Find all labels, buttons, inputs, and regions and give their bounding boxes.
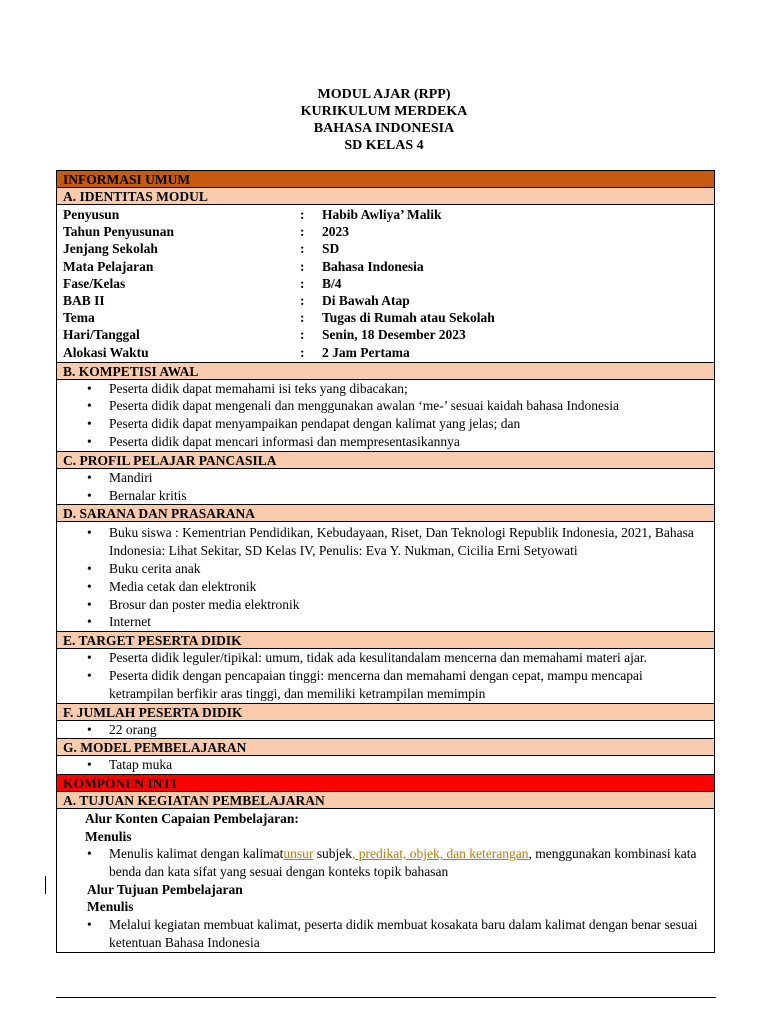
kompetensi-list bbox=[57, 380, 714, 452]
list-item bbox=[57, 845, 714, 881]
unsur-text: unsur bbox=[283, 846, 314, 862]
list-item: • Bernalar kritis bbox=[57, 487, 714, 505]
identitas-value: Tugas di Rumah atau Sekolah bbox=[322, 310, 495, 326]
predikat-text: , predikat, objek, dan keterangan bbox=[351, 846, 529, 862]
identitas-row bbox=[57, 326, 714, 343]
list-item: • Brosur dan poster media elektronik bbox=[57, 596, 714, 614]
identitas-colon: : bbox=[300, 344, 305, 360]
identitas-row bbox=[57, 275, 714, 292]
section-kompetensi-awal: B. KOMPETISI AWAL bbox=[57, 363, 714, 380]
alur-tujuan-heading: Alur Tujuan Pembelajaran bbox=[87, 881, 243, 897]
section-tujuan-kegiatan: A. TUJUAN KEGIATAN PEMBELAJARAN bbox=[57, 792, 714, 809]
identitas-value: Di Bawah Atap bbox=[322, 292, 410, 308]
identitas-key: Penyusun bbox=[63, 207, 120, 222]
doc-title-line-2: KURIKULUM MERDEKA bbox=[300, 104, 468, 119]
identitas-key: Alokasi Waktu bbox=[63, 344, 149, 360]
identitas-value: SD bbox=[322, 241, 340, 257]
identitas-value: 2023 bbox=[322, 224, 349, 240]
identitas-colon: : bbox=[300, 224, 305, 240]
list-item: • Melalui kegiatan membuat kalimat, peserta didik membuat kosakata baru dalam kalimat dengan benar sesuai ketentuan Bahasa Indonesia bbox=[57, 916, 714, 952]
identitas-key: Hari/Tanggal bbox=[63, 327, 140, 343]
identitas-value: Senin, 18 Desember 2023 bbox=[322, 327, 466, 343]
list-item: • Buku siswa : Kementrian Pendidikan, Kebudayaan, Riset, Dan Teknologi Republik Indonesia, 2021, Bahasa Indonesia: Lihat Sekitar, SD Kelas IV, Penulis: Eva Y. Nukman, Cicilia Erni Setyowati bbox=[57, 524, 714, 560]
identitas-value: Habib Awliya’ Malik bbox=[322, 207, 442, 222]
item-text-rest: , menggunakan kombinasi kata benda dan kata sifat yang sesuai dengan konteks topik bahasan bbox=[109, 846, 697, 880]
identitas-colon: : bbox=[300, 327, 305, 343]
identitas-key: Tahun Penyusunan bbox=[63, 224, 174, 240]
list-item: • Peserta didik dapat mengenali dan menggunakan awalan ‘me-’ sesuai kaidah bahasa Indonesia bbox=[57, 397, 714, 415]
section-identitas-modul: A. IDENTITAS MODUL bbox=[57, 188, 714, 205]
list-item: • Tatap muka bbox=[57, 756, 714, 774]
jumlah-list bbox=[57, 721, 714, 740]
doc-title-line-1: MODUL AJAR (RPP) bbox=[317, 87, 451, 102]
menulis-heading: Menulis bbox=[85, 828, 132, 844]
list-item: • Media cetak dan elektronik bbox=[57, 578, 714, 596]
identitas-colon: : bbox=[300, 258, 305, 274]
section-jumlah-peserta: F. JUMLAH PESERTA DIDIK bbox=[57, 704, 714, 721]
identitas-row bbox=[57, 206, 714, 223]
list-item: • Peserta didik leguler/tipikal: umum, tidak ada kesulitandalam mencerna dan memahami materi ajar. bbox=[57, 649, 714, 667]
menulis-heading-2: Menulis bbox=[87, 899, 134, 915]
section-informasi-umum: INFORMASI UMUM bbox=[57, 171, 714, 188]
section-komponen-inti: KOMPONEN INTI bbox=[57, 775, 714, 792]
section-model-pembelajaran: G. MODEL PEMBELAJARAN bbox=[57, 739, 714, 756]
identitas-row bbox=[57, 240, 714, 257]
identitas-colon: : bbox=[300, 310, 305, 326]
list-item: • 22 orang bbox=[57, 721, 714, 739]
identitas-row bbox=[57, 309, 714, 326]
sarana-list bbox=[57, 522, 714, 632]
list-item: • Peserta didik dapat mencari informasi dan mempresentasikannya bbox=[57, 433, 714, 451]
footer-divider bbox=[56, 997, 716, 998]
identitas-key: Mata Pelajaran bbox=[63, 258, 154, 274]
identitas-value: B/4 bbox=[322, 275, 342, 291]
section-target-peserta: E. TARGET PESERTA DIDIK bbox=[57, 632, 714, 649]
item-text: Menulis kalimat dengan kalimat bbox=[109, 846, 284, 862]
identitas-colon: : bbox=[300, 241, 305, 257]
identitas-colon: : bbox=[300, 292, 305, 308]
module-table bbox=[56, 170, 715, 953]
identitas-key: Tema bbox=[63, 310, 95, 326]
text-cursor bbox=[45, 876, 46, 894]
profil-list bbox=[57, 469, 714, 506]
identitas-row bbox=[57, 223, 714, 240]
identitas-key: Fase/Kelas bbox=[63, 275, 126, 291]
identitas-colon: : bbox=[300, 275, 305, 291]
target-list bbox=[57, 649, 714, 703]
tujuan-content bbox=[57, 809, 714, 952]
section-sarana-prasarana: D. SARANA DAN PRASARANA bbox=[57, 505, 714, 522]
identitas-key: BAB II bbox=[63, 292, 105, 308]
identitas-key: Jenjang Sekolah bbox=[63, 241, 158, 257]
identitas-table bbox=[57, 205, 714, 363]
model-list bbox=[57, 756, 714, 775]
list-item: • Mandiri bbox=[57, 469, 714, 487]
identitas-row bbox=[57, 258, 714, 275]
identitas-row bbox=[57, 292, 714, 309]
identitas-colon: : bbox=[300, 207, 305, 222]
doc-title-line-4: SD KELAS 4 bbox=[344, 138, 424, 153]
alur-konten-heading: Alur Konten Capaian Pembelajaran: bbox=[85, 811, 299, 827]
list-item: • Internet bbox=[57, 613, 714, 631]
doc-title-line-3: BAHASA INDONESIA bbox=[313, 121, 455, 136]
section-profil-pelajar: C. PROFIL PELAJAR PANCASILA bbox=[57, 452, 714, 469]
identitas-row bbox=[57, 344, 714, 361]
subjek-text: subjek bbox=[313, 846, 352, 862]
identitas-value: 2 Jam Pertama bbox=[322, 344, 410, 360]
list-item: • Peserta didik dapat memahami isi teks yang dibacakan; bbox=[57, 380, 714, 398]
list-item: • Peserta didik dapat menyampaikan pendapat dengan kalimat yang jelas; dan bbox=[57, 415, 714, 433]
identitas-value: Bahasa Indonesia bbox=[322, 258, 424, 274]
list-item: • Peserta didik dengan pencapaian tinggi: mencerna dan memahami dengan cepat, mampu mencapai ketrampilan berfikir aras tinggi, dan memiliki ketrampilan memimpin bbox=[57, 667, 714, 703]
list-item: • Buku cerita anak bbox=[57, 560, 714, 578]
